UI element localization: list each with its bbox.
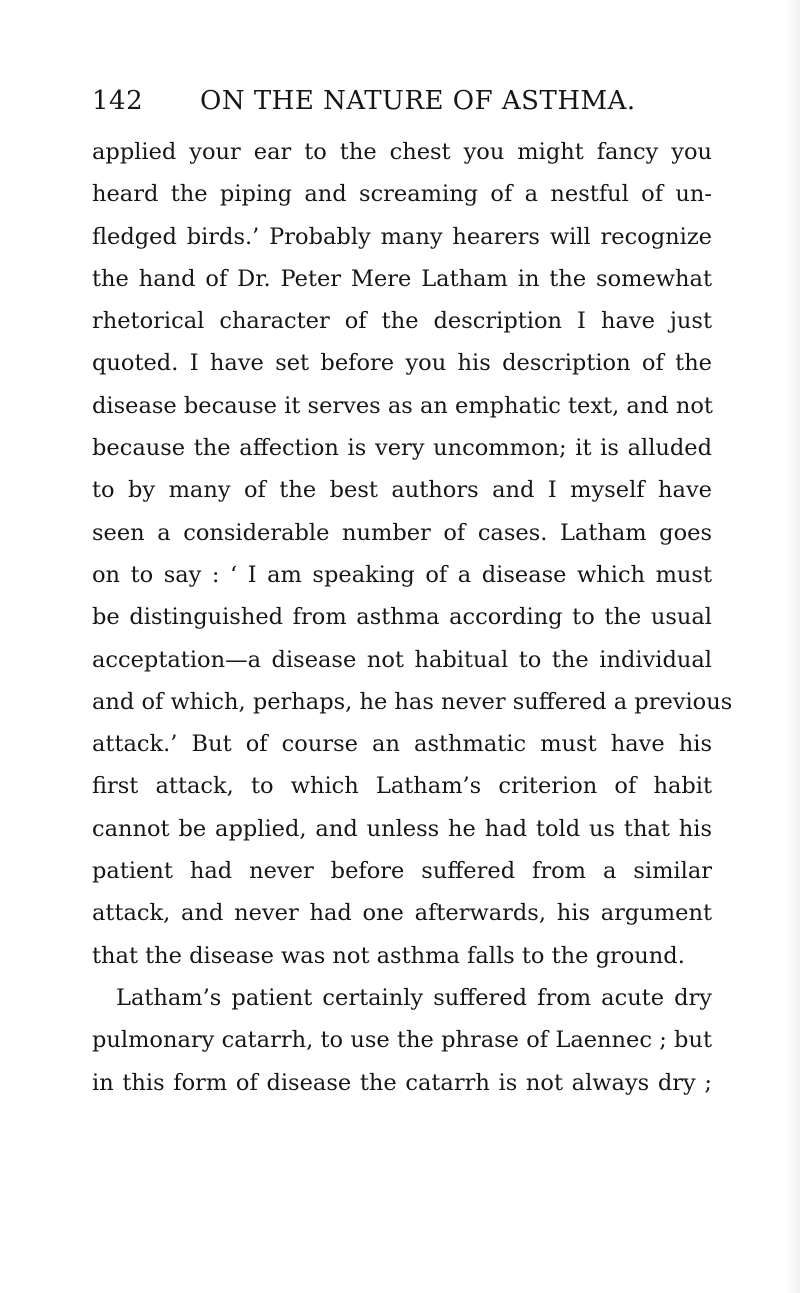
text-line: and of which, perhaps, he has never suffered a previous bbox=[92, 688, 733, 715]
text-line: disease because it serves as an emphatic text, and not bbox=[92, 392, 713, 419]
text-line: in this form of disease the catarrh is not always dry ; bbox=[92, 1069, 712, 1096]
text-line: quoted. I have set before you his description of the bbox=[92, 350, 712, 377]
text-line: cannot be applied, and unless he had told us that his bbox=[92, 815, 712, 842]
text-line: patient had never before suffered from a similar bbox=[92, 858, 712, 885]
text-line: to by many of the best authors and I myself have bbox=[92, 477, 712, 504]
body-text bbox=[92, 131, 733, 1104]
paragraph-end-line: that the disease was not asthma falls to the ground. bbox=[92, 942, 685, 969]
page-edge-shadow bbox=[786, 0, 800, 1293]
text-line: acceptation—a disease not habitual to the individual bbox=[92, 646, 712, 673]
page-header bbox=[92, 86, 712, 126]
text-line: the hand of Dr. Peter Mere Latham in the somewhat bbox=[92, 265, 712, 292]
text-line: attack.’ But of course an asthmatic must have his bbox=[92, 731, 712, 758]
text-line: be distinguished from asthma according to the usual bbox=[92, 604, 712, 631]
running-title: ON THE NATURE OF ASTHMA. bbox=[200, 86, 636, 116]
text-line: attack, and never had one afterwards, his argument bbox=[92, 900, 712, 927]
text-line: because the affection is very uncommon; it is alluded bbox=[92, 435, 712, 462]
text-line: on to say : ‘ I am speaking of a disease which must bbox=[92, 561, 712, 588]
page-number: 142 bbox=[92, 86, 144, 116]
text-line: rhetorical character of the description I have just bbox=[92, 308, 712, 335]
text-line: seen a considerable number of cases. Latham goes bbox=[92, 519, 712, 546]
text-line: first attack, to which Latham’s criterion of habit bbox=[92, 773, 712, 800]
text-line: pulmonary catarrh, to use the phrase of Laennec ; but bbox=[92, 1027, 712, 1054]
text-line: fledged birds.’ Probably many hearers will recognize bbox=[92, 223, 712, 250]
paragraph-start-line: Latham’s patient certainly suffered from acute dry bbox=[116, 984, 712, 1011]
text-line: heard the piping and screaming of a nestful of un- bbox=[92, 181, 712, 208]
text-line: applied your ear to the chest you might fancy you bbox=[92, 139, 712, 165]
